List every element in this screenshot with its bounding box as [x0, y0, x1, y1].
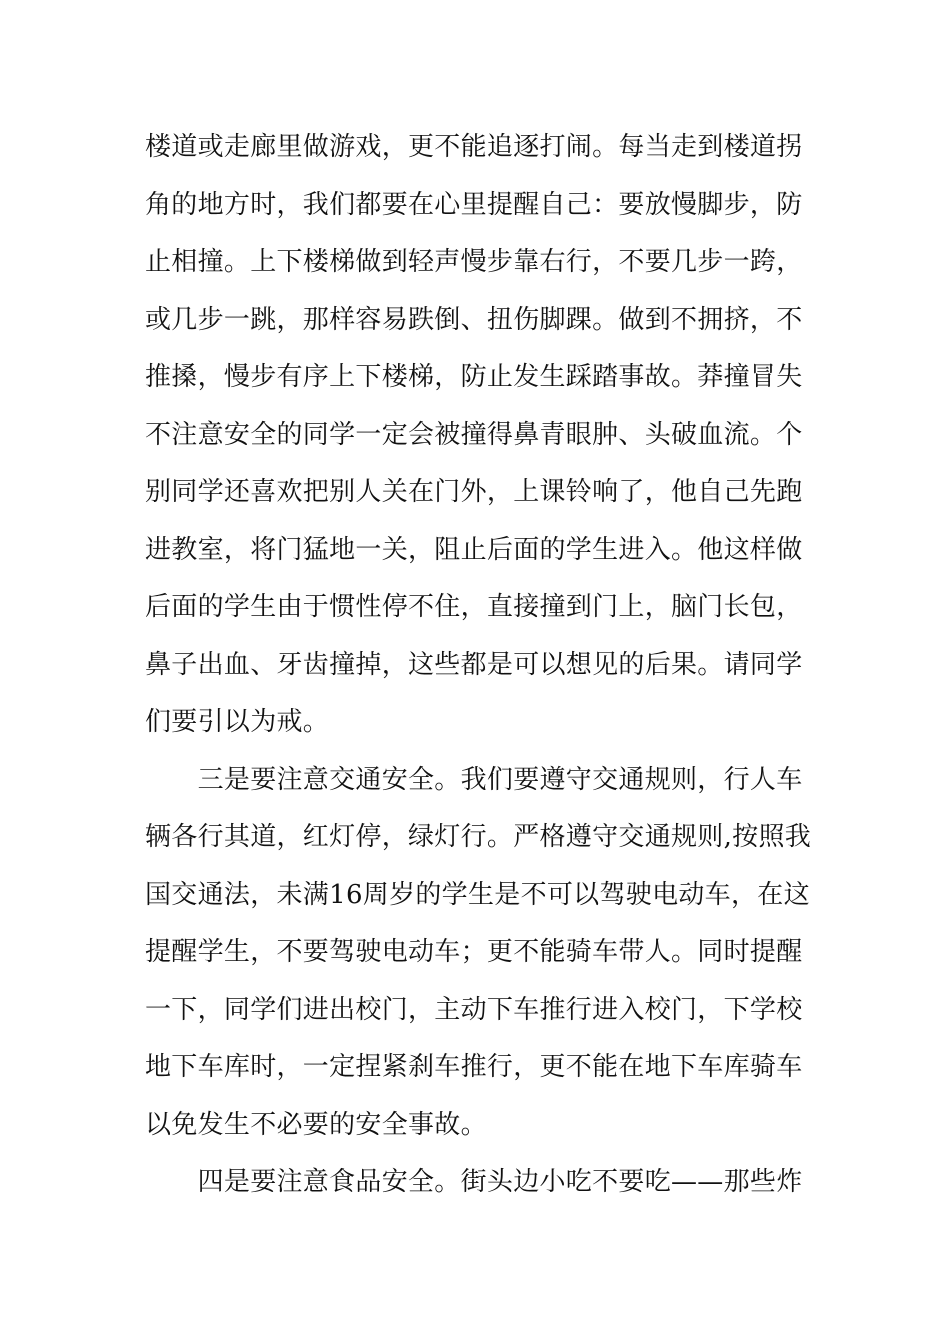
text-line: 提醒学生，不要驾驶电动车；更不能骑车带人。同时提醒	[145, 937, 803, 967]
text-line: 角的地方时，我们都要在心里提醒自己：要放慢脚步，防	[145, 189, 803, 220]
text-line: 别同学还喜欢把别人关在门外，上课铃响了，他自己先跑	[145, 477, 803, 507]
text-line: 后面的学生由于惯性停不住，直接撞到门上，脑门长包，	[145, 592, 803, 622]
text-line: 推搡，慢步有序上下楼梯，防止发生踩踏事故。莽撞冒失	[145, 362, 803, 392]
text-line: 地下车库时，一定捏紧刹车推行，更不能在地下车库骑车	[145, 1052, 803, 1082]
text-line: 一下，同学们进出校门，主动下车推行进入校门，下学校	[145, 994, 803, 1025]
text-line: 不注意安全的同学一定会被撞得鼻青眼肿、头破血流。个	[145, 419, 803, 450]
text-line: 辆各行其道，红灯停，绿灯行。严格遵守交通规则,按照我	[145, 822, 812, 852]
text-line: 们要引以为戒。	[145, 707, 330, 737]
text-line: 进教室，将门猛地一关，阻止后面的学生进入。他这样做	[145, 534, 803, 565]
text-line: 止相撞。上下楼梯做到轻声慢步靠右行，不要几步一跨，	[145, 247, 803, 277]
text-line: 楼道或走廊里做游戏，更不能追逐打闹。每当走到楼道拐	[145, 132, 803, 162]
text-line: 以免发生不必要的安全事故。	[145, 1109, 487, 1140]
body-text	[145, 119, 810, 1212]
text-line: 国交通法，未满16周岁的学生是不可以驾驶电动车，在这	[145, 879, 810, 910]
text-line: 三是要注意交通安全。我们要遵守交通规则，行人车	[145, 764, 803, 795]
text-line: 鼻子出血、牙齿撞掉，这些都是可以想见的后果。请同学	[145, 649, 803, 680]
text-line: 四是要注意食品安全。街头边小吃不要吃——那些炸	[145, 1167, 803, 1197]
text-line: 或几步一跳，那样容易跌倒、扭伤脚踝。做到不拥挤，不	[145, 304, 803, 335]
